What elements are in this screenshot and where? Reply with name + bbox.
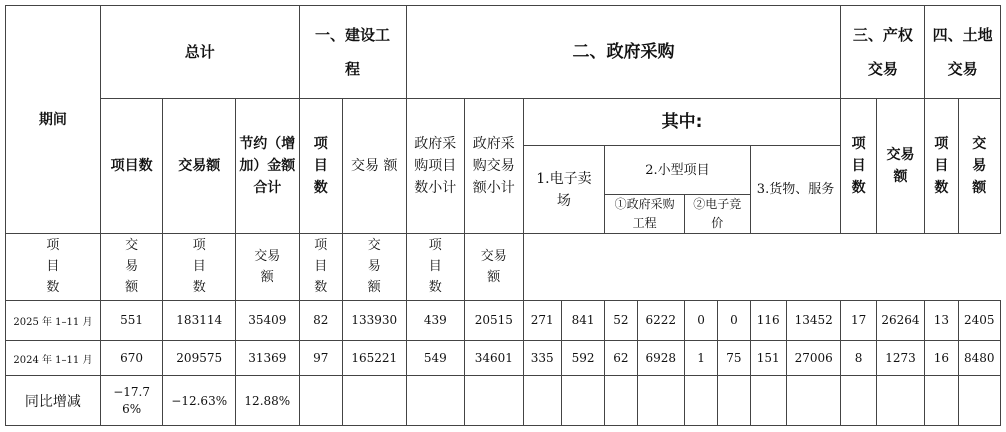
header-goods-services: 3.货物、服务: [750, 146, 841, 234]
cell-e-bidding-amount: 0: [718, 300, 750, 340]
header-proc-amount-subtotal: 政府采购交易额小计: [465, 98, 524, 233]
header-e-mall-amount: 交易额: [100, 234, 163, 301]
header-e-bidding: ②电子竞价: [684, 194, 750, 233]
header-small-projects: 2.小型项目: [605, 146, 750, 194]
cell-e-bidding-amount: [718, 376, 750, 426]
cell-goods-services-amount: 27006: [786, 341, 841, 376]
cell-e-mall-amount: 841: [561, 300, 604, 340]
header-goods-services-amount: 交易额: [465, 234, 524, 301]
cell-property-item-count: 17: [841, 300, 876, 340]
cell-e-mall-item-count: 271: [523, 300, 561, 340]
header-e-mall-item-count: 项目数: [6, 234, 101, 301]
header-procurement: 二、政府采购: [406, 6, 841, 99]
cell-e-mall-amount: 592: [561, 341, 604, 376]
cell-property-item-count: [841, 376, 876, 426]
row-period: 同比增减: [6, 376, 101, 426]
cell-goods-services-amount: [786, 376, 841, 426]
cell-proc-amount-subtotal: 20515: [465, 300, 524, 340]
cell-total-amount: 183114: [163, 300, 236, 340]
header-property: 三、产权交易: [841, 6, 925, 99]
cell-goods-services-item-count: 116: [750, 300, 786, 340]
cell-construction-amount: [342, 376, 406, 426]
cell-proc-item-subtotal: 439: [406, 300, 465, 340]
cell-land-amount: 2405: [958, 300, 1001, 340]
header-period: 期间: [6, 6, 101, 234]
row-period: 2025 年 1–11 月: [6, 300, 101, 340]
cell-savings: 35409: [236, 300, 300, 340]
cell-e-bidding-item-count: [684, 376, 717, 426]
header-land-item-count: 项目数: [925, 98, 958, 233]
header-gov-proc-works: ①政府采购工程: [605, 194, 685, 233]
cell-goods-services-amount: 13452: [786, 300, 841, 340]
header-proc-item-subtotal: 政府采购项目数小计: [406, 98, 465, 233]
header-property-amount: 交易额: [876, 98, 924, 233]
cell-proc-amount-subtotal: [465, 376, 524, 426]
cell-gov-proc-works-item-count: 62: [605, 341, 637, 376]
cell-e-mall-item-count: 335: [523, 341, 561, 376]
header-savings: 节约（增加）金额合计: [236, 98, 300, 233]
header-e-bidding-item-count: 项目数: [299, 234, 342, 301]
cell-total-item-count: 551: [100, 300, 163, 340]
cell-e-bidding-amount: 75: [718, 341, 750, 376]
header-property-item-count: 项目数: [841, 98, 876, 233]
cell-savings: 12.88%: [236, 376, 300, 426]
cell-property-amount: 1273: [876, 341, 924, 376]
cell-proc-item-subtotal: 549: [406, 341, 465, 376]
cell-land-item-count: 16: [925, 341, 958, 376]
table-row: [6, 341, 1001, 376]
cell-property-amount: 26264: [876, 300, 924, 340]
cell-construction-item-count: [299, 376, 342, 426]
cell-construction-amount: 165221: [342, 341, 406, 376]
cell-savings: 31369: [236, 341, 300, 376]
cell-gov-proc-works-amount: 6222: [637, 300, 684, 340]
cell-total-item-count: 670: [100, 341, 163, 376]
header-total-item-count: 项目数: [100, 98, 163, 233]
header-goods-services-item-count: 项目数: [406, 234, 465, 301]
cell-e-bidding-item-count: 0: [684, 300, 717, 340]
cell-property-amount: [876, 376, 924, 426]
table-row: [6, 376, 1001, 426]
cell-total-amount: −12.63%: [163, 376, 236, 426]
cell-gov-proc-works-amount: 6928: [637, 341, 684, 376]
row-period: 2024 年 1–11 月: [6, 341, 101, 376]
cell-e-mall-item-count: [523, 376, 561, 426]
cell-construction-item-count: 82: [299, 300, 342, 340]
header-e-bidding-amount: 交易额: [342, 234, 406, 301]
cell-construction-amount: 133930: [342, 300, 406, 340]
cell-property-item-count: 8: [841, 341, 876, 376]
table-row: [6, 300, 1001, 340]
cell-proc-item-subtotal: [406, 376, 465, 426]
cell-land-item-count: [925, 376, 958, 426]
cell-e-mall-amount: [561, 376, 604, 426]
header-e-mall: 1.电子卖场: [523, 146, 605, 234]
header-construction: 一、建设工程: [299, 6, 406, 99]
cell-proc-amount-subtotal: 34601: [465, 341, 524, 376]
cell-e-bidding-item-count: 1: [684, 341, 717, 376]
cell-total-amount: 209575: [163, 341, 236, 376]
cell-gov-proc-works-item-count: 52: [605, 300, 637, 340]
cell-gov-proc-works-amount: [637, 376, 684, 426]
header-land-amount: 交易额: [958, 98, 1001, 233]
cell-land-item-count: 13: [925, 300, 958, 340]
header-land: 四、土地交易: [925, 6, 1001, 99]
header-total: 总计: [100, 6, 299, 99]
header-construction-item-count: 项目数: [299, 98, 342, 233]
cell-goods-services-item-count: 151: [750, 341, 786, 376]
header-gov-proc-works-amount: 交易额: [236, 234, 300, 301]
header-construction-amount: 交易 额: [342, 98, 406, 233]
cell-land-amount: [958, 376, 1001, 426]
cell-gov-proc-works-item-count: [605, 376, 637, 426]
cell-goods-services-item-count: [750, 376, 786, 426]
header-gov-proc-works-item-count: 项目数: [163, 234, 236, 301]
header-total-amount: 交易额: [163, 98, 236, 233]
cell-land-amount: 8480: [958, 341, 1001, 376]
statistics-table: [5, 5, 1001, 426]
cell-total-item-count: −17.76%: [100, 376, 163, 426]
cell-construction-item-count: 97: [299, 341, 342, 376]
header-of-which: 其中:: [523, 98, 841, 145]
